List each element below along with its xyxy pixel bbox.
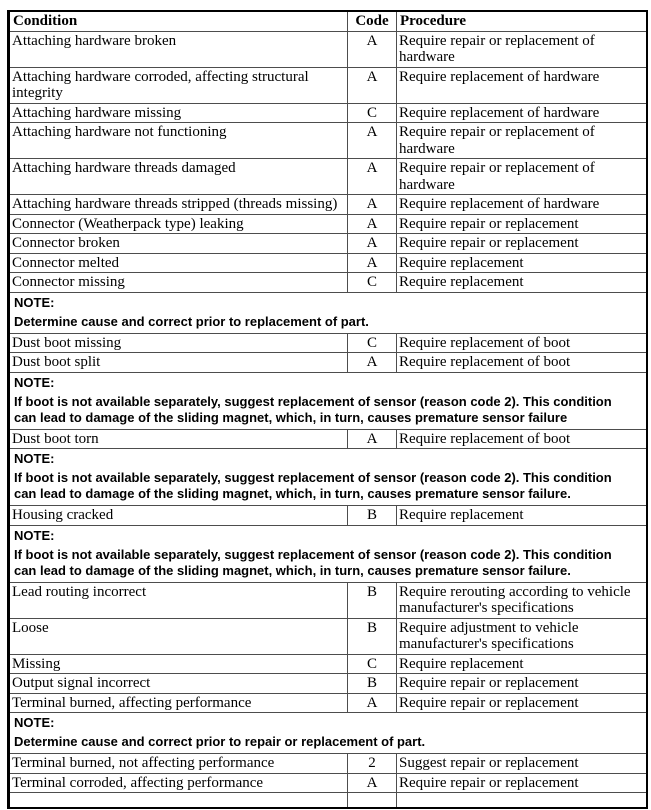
code-cell: B xyxy=(348,582,397,618)
code-cell: A xyxy=(348,123,397,159)
condition-cell: Terminal burned, affecting performance xyxy=(9,693,348,713)
table-row xyxy=(9,506,647,526)
column-header-procedure: Procedure xyxy=(397,11,647,31)
table-row xyxy=(9,693,647,713)
code-cell: C xyxy=(348,273,397,293)
note-text-line: can lead to damage of the sliding magnet, which, in turn, causes premature sensor failure xyxy=(14,409,568,425)
code-cell: A xyxy=(348,31,397,67)
empty-cell xyxy=(397,793,647,808)
note-label: NOTE: xyxy=(14,294,55,310)
note-label: NOTE: xyxy=(14,715,55,730)
note-text-line: If boot is not available separately, suggest replacement of sensor (reason code 2). This condition xyxy=(14,546,612,562)
procedure-cell: Require repair or replacement xyxy=(397,234,647,254)
note-row xyxy=(9,292,647,333)
condition-cell: Missing xyxy=(9,654,348,674)
code-cell: A xyxy=(348,234,397,254)
table-header-row xyxy=(9,11,647,31)
note-row xyxy=(9,449,647,506)
note-row xyxy=(9,372,647,429)
procedure-cell: Require replacement of hardware xyxy=(397,103,647,123)
note-cell xyxy=(9,525,647,582)
table-row xyxy=(9,353,647,373)
procedure-cell: Suggest repair or replacement xyxy=(397,754,647,774)
table-row xyxy=(9,253,647,273)
code-cell: C xyxy=(348,333,397,353)
table-row xyxy=(9,754,647,774)
table-row xyxy=(9,333,647,353)
condition-code-procedure-table xyxy=(7,10,648,809)
condition-cell: Dust boot missing xyxy=(9,333,348,353)
table-row xyxy=(9,159,647,195)
condition-cell: Attaching hardware broken xyxy=(9,31,348,67)
condition-cell: Connector broken xyxy=(9,234,348,254)
table-row xyxy=(9,429,647,449)
code-cell: B xyxy=(348,618,397,654)
table-row xyxy=(9,654,647,674)
code-cell: B xyxy=(348,674,397,694)
column-header-condition: Condition xyxy=(9,11,348,31)
note-text-line: Determine cause and correct prior to repair or replacement of part. xyxy=(14,734,426,749)
table-row xyxy=(9,195,647,215)
note-text-line: If boot is not available separately, suggest replacement of sensor (reason code 2). This condition xyxy=(14,470,612,485)
code-cell: A xyxy=(348,253,397,273)
table-row xyxy=(9,674,647,694)
table-row xyxy=(9,273,647,293)
condition-cell: Terminal corroded, affecting performance xyxy=(9,773,348,793)
note-text-line: can lead to damage of the sliding magnet, which, in turn, causes premature sensor failure. xyxy=(14,486,571,501)
note-text-line: If boot is not available separately, suggest replacement of sensor (reason code 2). This condition xyxy=(14,393,612,409)
procedure-cell: Require replacement of boot xyxy=(397,353,647,373)
procedure-cell: Require repair or replacement xyxy=(397,693,647,713)
procedure-cell: Require replacement of boot xyxy=(397,429,647,449)
table-row xyxy=(9,67,647,103)
code-cell: A xyxy=(348,693,397,713)
condition-cell: Attaching hardware missing xyxy=(9,103,348,123)
empty-cell xyxy=(348,793,397,808)
table-row xyxy=(9,618,647,654)
condition-cell: Terminal burned, not affecting performance xyxy=(9,754,348,774)
code-cell: A xyxy=(348,773,397,793)
note-label: NOTE: xyxy=(14,451,55,466)
condition-cell: Connector melted xyxy=(9,253,348,273)
code-cell: A xyxy=(348,159,397,195)
code-cell: A xyxy=(348,353,397,373)
procedure-cell: Require rerouting according to vehicle manufacturer's specifications xyxy=(397,582,647,618)
procedure-cell: Require replacement xyxy=(397,654,647,674)
note-row xyxy=(9,713,647,754)
procedure-cell: Require repair or replacement xyxy=(397,674,647,694)
condition-cell: Loose xyxy=(9,618,348,654)
condition-cell: Attaching hardware not functioning xyxy=(9,123,348,159)
condition-cell: Attaching hardware corroded, affecting structural integrity xyxy=(9,67,348,103)
condition-cell: Housing cracked xyxy=(9,506,348,526)
procedure-cell: Require replacement xyxy=(397,273,647,293)
column-header-code: Code xyxy=(348,11,397,31)
condition-cell: Dust boot torn xyxy=(9,429,348,449)
empty-cell xyxy=(9,793,348,808)
table-row xyxy=(9,582,647,618)
condition-cell: Lead routing incorrect xyxy=(9,582,348,618)
procedure-cell: Require repair or replacement of hardware xyxy=(397,123,647,159)
note-text-line: Determine cause and correct prior to replacement of part. xyxy=(14,313,369,329)
condition-cell: Attaching hardware threads damaged xyxy=(9,159,348,195)
procedure-cell: Require replacement of hardware xyxy=(397,195,647,215)
procedure-cell: Require repair or replacement xyxy=(397,773,647,793)
note-cell xyxy=(9,449,647,506)
code-cell: A xyxy=(348,195,397,215)
note-cell xyxy=(9,713,647,754)
table-row xyxy=(9,103,647,123)
condition-cell: Dust boot split xyxy=(9,353,348,373)
procedure-cell: Require replacement of boot xyxy=(397,333,647,353)
condition-cell: Output signal incorrect xyxy=(9,674,348,694)
table-row xyxy=(9,31,647,67)
table-row xyxy=(9,123,647,159)
procedure-cell: Require repair or replacement xyxy=(397,214,647,234)
condition-cell: Attaching hardware threads stripped (threads missing) xyxy=(9,195,348,215)
condition-cell: Connector (Weatherpack type) leaking xyxy=(9,214,348,234)
code-cell: A xyxy=(348,429,397,449)
code-cell: B xyxy=(348,506,397,526)
procedure-cell: Require replacement xyxy=(397,506,647,526)
empty-row xyxy=(9,793,647,808)
table-row xyxy=(9,214,647,234)
note-label: NOTE: xyxy=(14,527,55,543)
procedure-cell: Require adjustment to vehicle manufacturer's specifications xyxy=(397,618,647,654)
procedure-cell: Require replacement of hardware xyxy=(397,67,647,103)
note-row xyxy=(9,525,647,582)
code-cell: C xyxy=(348,103,397,123)
note-text-line: can lead to damage of the sliding magnet, which, in turn, causes premature sensor failure. xyxy=(14,562,571,578)
note-cell xyxy=(9,292,647,333)
table-row xyxy=(9,234,647,254)
table-row xyxy=(9,773,647,793)
code-cell: 2 xyxy=(348,754,397,774)
procedure-cell: Require repair or replacement of hardware xyxy=(397,159,647,195)
note-cell xyxy=(9,372,647,429)
procedure-cell: Require replacement xyxy=(397,253,647,273)
procedure-cell: Require repair or replacement of hardware xyxy=(397,31,647,67)
code-cell: A xyxy=(348,67,397,103)
condition-cell: Connector missing xyxy=(9,273,348,293)
code-cell: A xyxy=(348,214,397,234)
note-label: NOTE: xyxy=(14,374,55,390)
code-cell: C xyxy=(348,654,397,674)
